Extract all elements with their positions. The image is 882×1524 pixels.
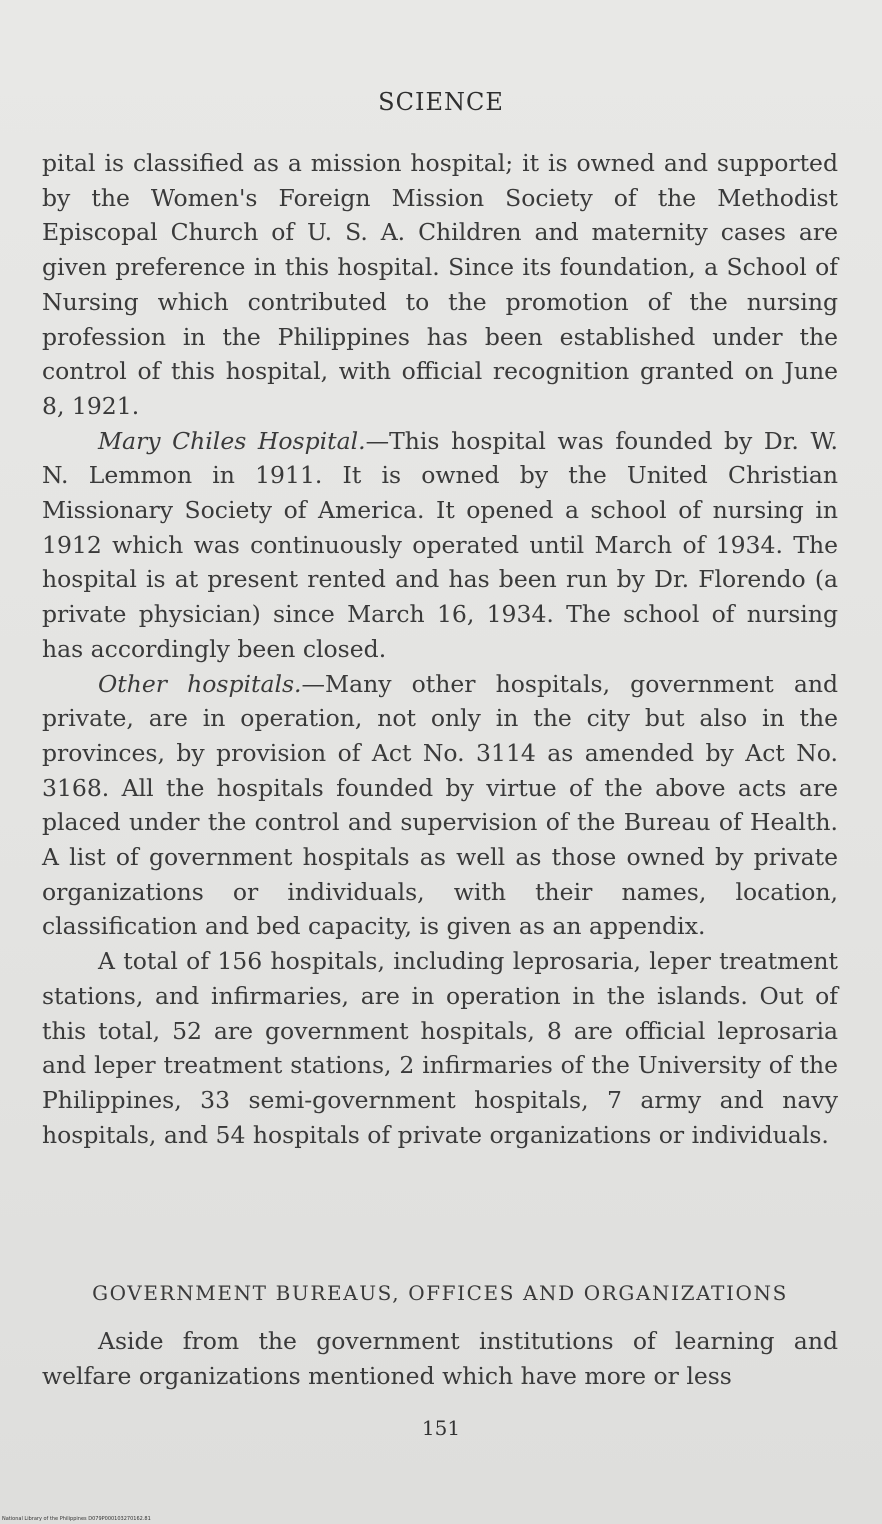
page-number: 151 xyxy=(421,1416,461,1440)
paragraph-mission-hospital xyxy=(42,146,838,424)
scan-credit: National Library of the Philippines D079P000103270162.81 xyxy=(2,1516,151,1522)
section-body xyxy=(42,1324,838,1393)
body-text xyxy=(42,146,838,1152)
paragraph-text: —Many other hospitals, government and private, are in operation, not only in the city but also in the provinces, by provision of Act No. 3114 as amended by Act No. 3168. All the hospitals founded by virtue of the above acts are placed under the control and supervision of the Bureau of Health. A list of government hospitals as well as those owned by private organizations or individuals, with their names, location, classification and bed capacity, is given as an appendix. xyxy=(42,669,839,941)
running-header: SCIENCE xyxy=(378,88,504,116)
section-heading: GOVERNMENT BUREAUS, OFFICES AND ORGANIZATIONS xyxy=(92,1281,788,1305)
paragraph-other-hospitals xyxy=(42,667,838,945)
paragraph-mary-chiles xyxy=(42,424,838,667)
paragraph-text: —This hospital was founded by Dr. W. N. Lemmon in 1911. It is owned by the United Christian Missionary Society of America. It opened a school of nursing in 1912 which was continuously operated until March of 1934. The hospital is at present rented and has been run by Dr. Florendo (a private physician) since March 16, 1934. The school of nursing has accordingly been closed. xyxy=(42,426,839,663)
paragraph-text: pital is classified as a mission hospital; it is owned and supported by the Women's Foreign Mission Society of the Methodist Episcopal Church of U. S. A. Children and maternity cases are given preference in this hospital. Since its foundation, a School of Nursing which contributed to the promotion of the nursing profession in the Philippines has been established under the control of this hospital, with official recognition granted on June 8, 1921. xyxy=(42,149,838,420)
paragraph-government-bureaus xyxy=(42,1324,838,1393)
paragraph-lead: Other hospitals. xyxy=(98,669,302,698)
paragraph-text: A total of 156 hospitals, including leprosaria, leper treatment stations, and infirmaries, are in operation in the islands. Out of this total, 52 are government hospitals, 8 are official leprosaria and leper treatment stations, 2 infirmaries of the University of the Philippines, 33 semi-government hospitals, 7 army and navy hospitals, and 54 hospitals of private organizations or individuals. xyxy=(42,947,838,1149)
paragraph-text: Aside from the government institutions of learning and welfare organizations mentioned which have more or less xyxy=(42,1327,838,1390)
paragraph-lead: Mary Chiles Hospital. xyxy=(98,426,366,455)
paragraph-hospital-totals xyxy=(42,944,838,1152)
